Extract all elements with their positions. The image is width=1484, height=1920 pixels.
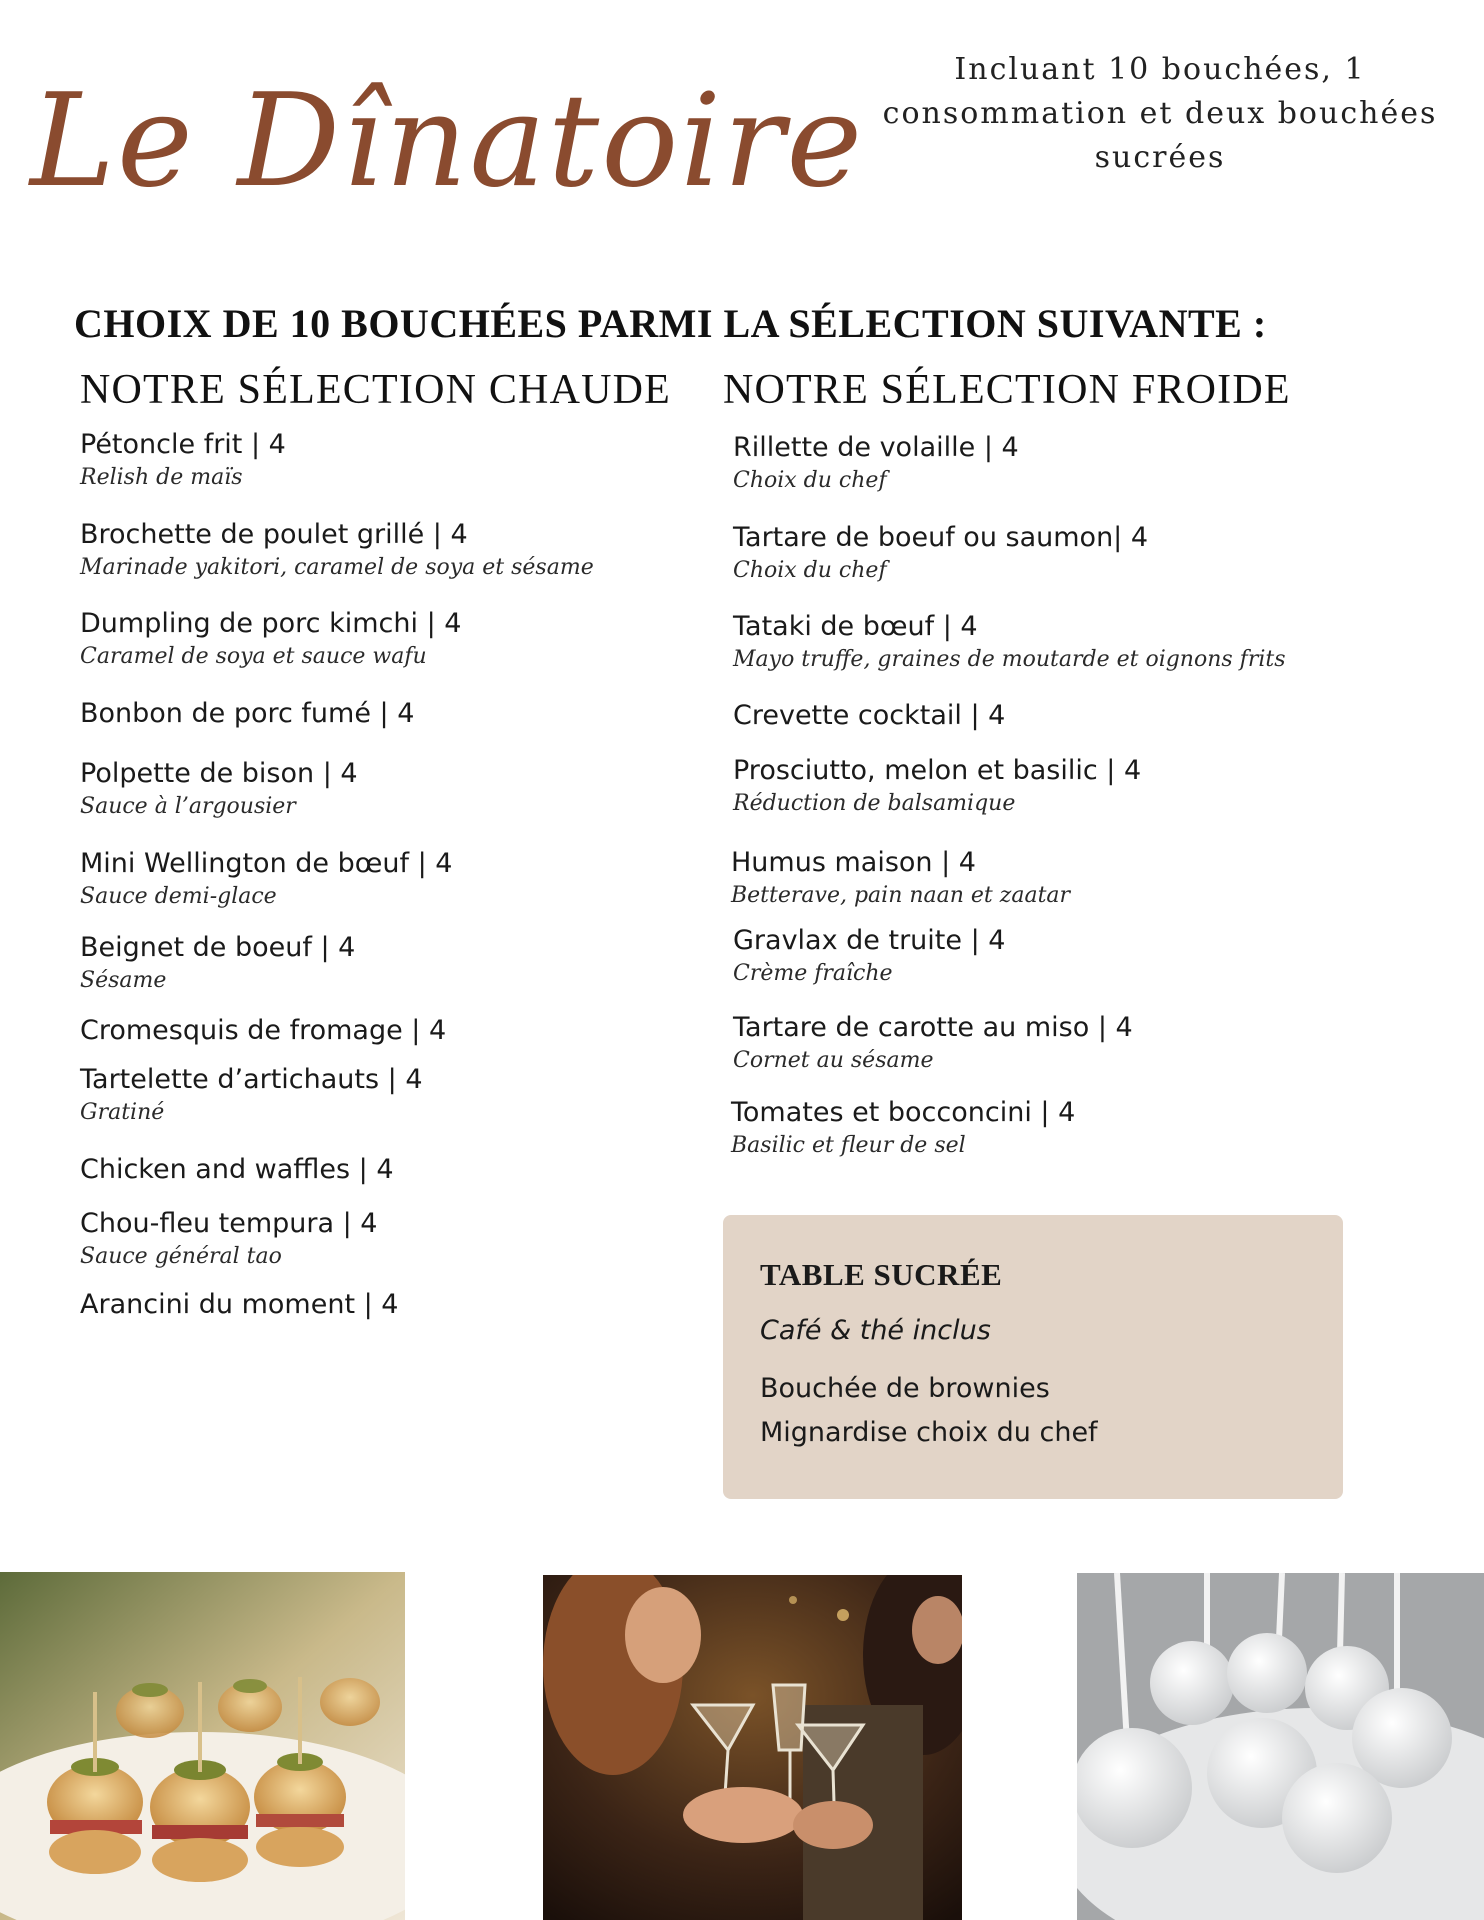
sweet-item: Bouchée de brownies bbox=[760, 1373, 1050, 1404]
toast-photo bbox=[543, 1575, 962, 1920]
hot-item bbox=[80, 697, 414, 731]
menu-title bbox=[30, 20, 865, 230]
selection-heading: CHOIX DE 10 BOUCHÉES PARMI LA SÉLECTION SUIVANTE : bbox=[74, 301, 1267, 346]
sweet-table-box bbox=[723, 1215, 1343, 1499]
item-description: Gratiné bbox=[80, 1100, 165, 1125]
sweet-table-subtitle: Café & thé inclus bbox=[760, 1315, 991, 1346]
canapes-photo bbox=[0, 1572, 405, 1920]
hot-item bbox=[80, 847, 452, 913]
item-name: Chicken and waffles | 4 bbox=[80, 1154, 394, 1185]
item-description: Sauce général tao bbox=[80, 1244, 282, 1269]
cold-item bbox=[731, 846, 1070, 912]
item-name: Gravlax de truite | 4 bbox=[733, 925, 1006, 956]
item-name: Rillette de volaille | 4 bbox=[733, 432, 1019, 463]
hot-item bbox=[80, 1288, 398, 1322]
item-description: Relish de maïs bbox=[80, 465, 243, 490]
item-name: Tataki de bœuf | 4 bbox=[733, 611, 978, 642]
cold-item bbox=[733, 754, 1141, 820]
item-description: Sauce à l’argousier bbox=[80, 794, 296, 819]
cold-item bbox=[731, 1096, 1075, 1162]
subtitle-line: sucrées bbox=[1094, 140, 1226, 175]
item-description: Cornet au sésame bbox=[733, 1048, 934, 1073]
menu-subtitle bbox=[870, 48, 1450, 180]
hot-item bbox=[80, 1014, 446, 1048]
item-description: Crème fraîche bbox=[733, 961, 893, 986]
hot-item bbox=[80, 428, 286, 494]
item-name: Chou-fleu tempura | 4 bbox=[80, 1208, 378, 1239]
sweet-item: Mignardise choix du chef bbox=[760, 1417, 1098, 1448]
item-name: Polpette de bison | 4 bbox=[80, 758, 358, 789]
cold-selection-title: NOTRE SÉLECTION FROIDE bbox=[723, 367, 1291, 413]
item-name: Tartare de boeuf ou saumon| 4 bbox=[733, 522, 1149, 553]
item-description: Mayo truffe, graines de moutarde et oignons frits bbox=[733, 647, 1286, 672]
cold-item bbox=[733, 924, 1005, 990]
item-name: Prosciutto, melon et basilic | 4 bbox=[733, 755, 1142, 786]
item-name: Brochette de poulet grillé | 4 bbox=[80, 519, 468, 550]
item-description: Sésame bbox=[80, 968, 167, 993]
item-name: Tartelette d’artichauts | 4 bbox=[80, 1064, 423, 1095]
item-description: Basilic et fleur de sel bbox=[731, 1133, 966, 1158]
item-description: Betterave, pain naan et zaatar bbox=[731, 883, 1071, 908]
item-name: Mini Wellington de bœuf | 4 bbox=[80, 848, 453, 879]
item-description: Sauce demi-glace bbox=[80, 884, 277, 909]
item-description: Choix du chef bbox=[733, 468, 887, 493]
item-description: Marinade yakitori, caramel de soya et sésame bbox=[80, 555, 594, 580]
hot-item bbox=[80, 607, 461, 673]
item-name: Tomates et bocconcini | 4 bbox=[731, 1097, 1076, 1128]
hot-item bbox=[80, 1207, 378, 1273]
hot-item bbox=[80, 757, 358, 823]
item-name: Tartare de carotte au miso | 4 bbox=[733, 1012, 1133, 1043]
item-description: Réduction de balsamique bbox=[733, 791, 1016, 816]
item-name: Pétoncle frit | 4 bbox=[80, 429, 286, 460]
sweet-table-title: TABLE SUCRÉE bbox=[760, 1257, 1003, 1292]
item-name: Arancini du moment | 4 bbox=[80, 1289, 399, 1320]
hot-item bbox=[80, 518, 594, 584]
item-description: Choix du chef bbox=[733, 558, 887, 583]
item-name: Cromesquis de fromage | 4 bbox=[80, 1015, 447, 1046]
subtitle-line: Incluant 10 bouchées, 1 bbox=[954, 52, 1366, 87]
menu-title-text: Le Dînatoire bbox=[30, 67, 865, 216]
hot-item bbox=[80, 931, 355, 997]
cold-item bbox=[733, 1011, 1133, 1077]
subtitle-line: consommation et deux bouchées bbox=[882, 96, 1438, 131]
cold-item bbox=[733, 610, 1286, 676]
item-name: Dumpling de porc kimchi | 4 bbox=[80, 608, 462, 639]
hot-selection-title: NOTRE SÉLECTION CHAUDE bbox=[80, 367, 672, 413]
item-name: Beignet de boeuf | 4 bbox=[80, 932, 356, 963]
hot-item bbox=[80, 1153, 394, 1187]
item-description: Caramel de soya et sauce wafu bbox=[80, 644, 427, 669]
item-name: Crevette cocktail | 4 bbox=[733, 700, 1006, 731]
item-name: Bonbon de porc fumé | 4 bbox=[80, 698, 415, 729]
cold-item bbox=[733, 521, 1148, 587]
cake-pops-photo bbox=[1077, 1573, 1484, 1920]
hot-item bbox=[80, 1063, 423, 1129]
item-name: Humus maison | 4 bbox=[731, 847, 976, 878]
cold-item bbox=[733, 431, 1019, 497]
cold-item bbox=[733, 699, 1005, 733]
